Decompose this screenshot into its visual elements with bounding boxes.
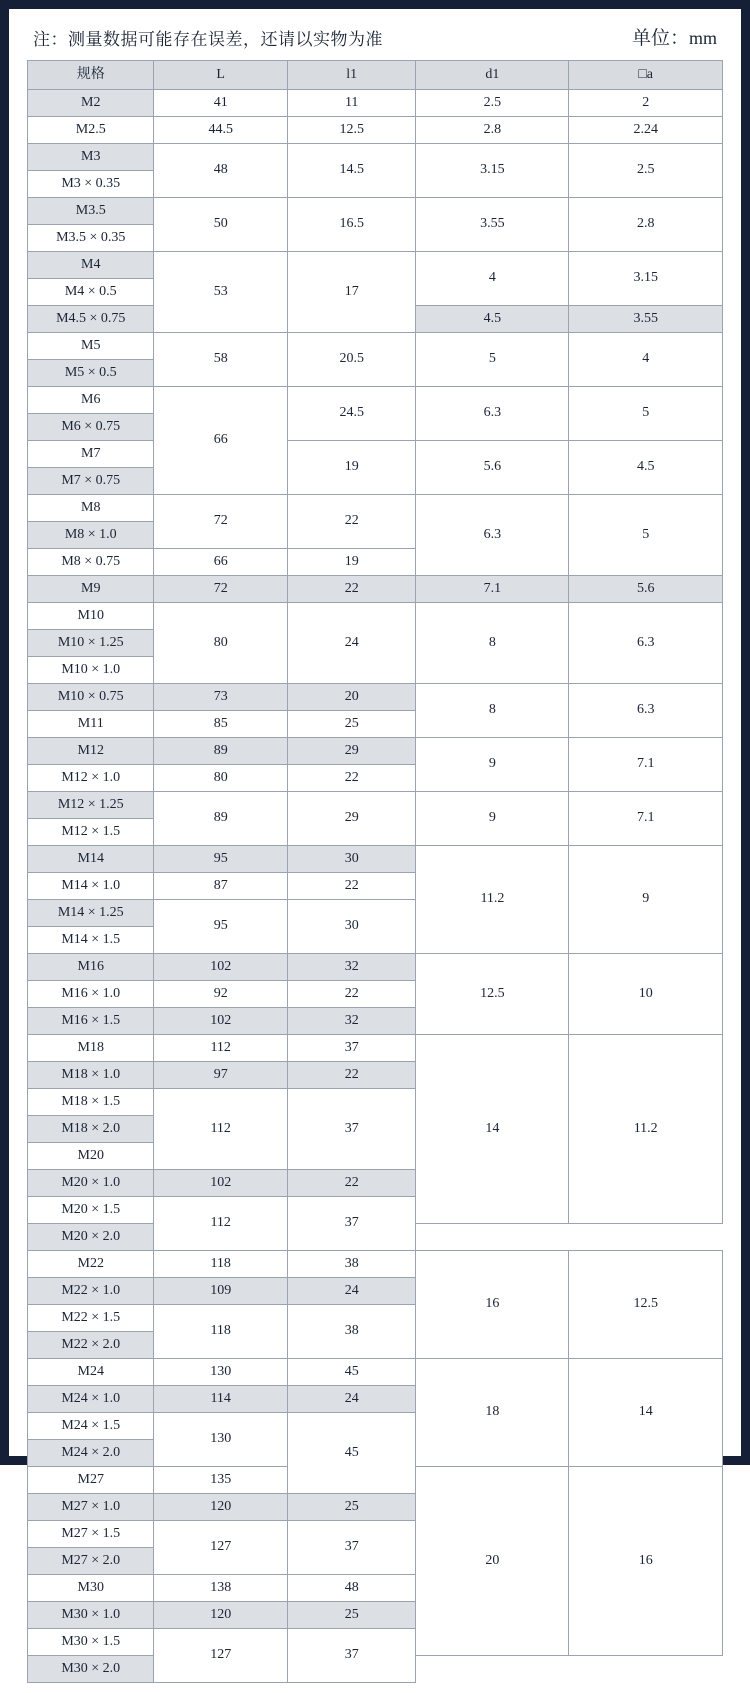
cell-l1: 37 (287, 1035, 416, 1062)
cell-L: 80 (154, 603, 287, 684)
cell-spec: M30 (28, 1575, 154, 1602)
cell-spec: M30 × 1.0 (28, 1602, 154, 1629)
cell-spec: M2 (28, 90, 154, 117)
cell-l1: 22 (287, 1062, 416, 1089)
cell-l1: 24 (287, 1386, 416, 1413)
cell-spec: M27 × 1.0 (28, 1494, 154, 1521)
cell-a: 5 (569, 387, 723, 441)
cell-spec: M10 × 1.0 (28, 657, 154, 684)
cell-d1: 7.1 (416, 576, 569, 603)
cell-l1: 20.5 (287, 333, 416, 387)
cell-spec: M30 × 1.5 (28, 1629, 154, 1656)
cell-spec: M12 (28, 738, 154, 765)
cell-l1: 30 (287, 846, 416, 873)
cell-spec: M18 × 1.0 (28, 1062, 154, 1089)
cell-L: 85 (154, 711, 287, 738)
cell-spec: M5 (28, 333, 154, 360)
cell-l1: 25 (287, 1602, 416, 1629)
cell-L: 89 (154, 792, 287, 846)
cell-l1: 12.5 (287, 117, 416, 144)
cell-a: 7.1 (569, 792, 723, 846)
cell-spec: M12 × 1.5 (28, 819, 154, 846)
cell-l1: 30 (287, 900, 416, 954)
cell-a: 3.55 (569, 306, 723, 333)
cell-spec: M2.5 (28, 117, 154, 144)
cell-spec: M3 × 0.35 (28, 171, 154, 198)
cell-d1: 6.3 (416, 495, 569, 576)
cell-d1: 3.55 (416, 198, 569, 252)
cell-spec: M24 × 2.0 (28, 1440, 154, 1467)
cell-spec: M4.5 × 0.75 (28, 306, 154, 333)
cell-l1: 45 (287, 1359, 416, 1386)
cell-a: 14 (569, 1359, 723, 1467)
cell-spec: M22 × 1.0 (28, 1278, 154, 1305)
cell-l1: 20 (287, 684, 416, 711)
table-row (28, 603, 723, 630)
cell-l1: 37 (287, 1089, 416, 1170)
cell-l1: 11 (287, 90, 416, 117)
cell-l1: 16.5 (287, 198, 416, 252)
cell-spec: M3.5 (28, 198, 154, 225)
specification-table (27, 60, 723, 1683)
cell-l1: 22 (287, 981, 416, 1008)
cell-l1: 19 (287, 441, 416, 495)
cell-L: 72 (154, 495, 287, 549)
cell-L: 127 (154, 1521, 287, 1575)
cell-l1: 22 (287, 765, 416, 792)
cell-L: 120 (154, 1602, 287, 1629)
table-row (28, 441, 723, 468)
cell-L: 102 (154, 954, 287, 981)
cell-L: 92 (154, 981, 287, 1008)
cell-spec: M14 × 1.5 (28, 927, 154, 954)
table-row (28, 1251, 723, 1278)
cell-l1: 24 (287, 603, 416, 684)
cell-spec: M27 (28, 1467, 154, 1494)
cell-spec: M22 × 1.5 (28, 1305, 154, 1332)
measurement-note: 注：测量数据可能存在误差，还请以实物为准 (33, 30, 383, 49)
cell-spec: M6 × 0.75 (28, 414, 154, 441)
cell-spec: M16 (28, 954, 154, 981)
unit-label: 单位： (631, 28, 689, 49)
unit-value: mm (688, 28, 717, 48)
cell-l1: 17 (287, 252, 416, 333)
cell-a: 16 (569, 1467, 723, 1656)
cell-spec: M20 (28, 1143, 154, 1170)
cell-a: 5.6 (569, 576, 723, 603)
cell-spec: M14 × 1.25 (28, 900, 154, 927)
cell-spec: M3.5 × 0.35 (28, 225, 154, 252)
table-row (28, 738, 723, 765)
cell-l1: 37 (287, 1521, 416, 1575)
cell-spec: M4 (28, 252, 154, 279)
cell-spec: M12 × 1.0 (28, 765, 154, 792)
cell-L: 138 (154, 1575, 287, 1602)
cell-l1: 14.5 (287, 144, 416, 198)
cell-spec: M4 × 0.5 (28, 279, 154, 306)
cell-l1: 38 (287, 1251, 416, 1278)
cell-L: 112 (154, 1089, 287, 1170)
header-l1: l1 (287, 61, 416, 90)
cell-a: 9 (569, 846, 723, 954)
table-row (28, 90, 723, 117)
cell-spec: M18 × 2.0 (28, 1116, 154, 1143)
table-row (28, 1359, 723, 1386)
header-L: L (154, 61, 287, 90)
cell-L: 114 (154, 1386, 287, 1413)
table-header-row (28, 61, 723, 90)
cell-d1: 6.3 (416, 387, 569, 441)
cell-a: 2 (569, 90, 723, 117)
cell-l1: 25 (287, 711, 416, 738)
cell-spec: M10 × 0.75 (28, 684, 154, 711)
table-row (28, 252, 723, 279)
cell-a: 4 (569, 333, 723, 387)
cell-L: 95 (154, 900, 287, 954)
cell-l1: 24 (287, 1278, 416, 1305)
cell-a: 12.5 (569, 1251, 723, 1359)
cell-L: 102 (154, 1170, 287, 1197)
cell-l1: 24.5 (287, 387, 416, 441)
cell-spec: M30 × 2.0 (28, 1656, 154, 1683)
cell-L: 118 (154, 1251, 287, 1278)
cell-L: 89 (154, 738, 287, 765)
cell-spec: M10 × 1.25 (28, 630, 154, 657)
cell-L: 66 (154, 387, 287, 495)
cell-d1: 2.8 (416, 117, 569, 144)
page-content (9, 9, 741, 1693)
cell-l1: 22 (287, 873, 416, 900)
cell-d1: 3.15 (416, 144, 569, 198)
cell-d1: 14 (416, 1035, 569, 1224)
cell-d1: 16 (416, 1251, 569, 1359)
cell-spec: M24 × 1.0 (28, 1386, 154, 1413)
cell-a: 7.1 (569, 738, 723, 792)
cell-l1: 22 (287, 576, 416, 603)
cell-d1: 11.2 (416, 846, 569, 954)
cell-L: 66 (154, 549, 287, 576)
cell-l1: 22 (287, 495, 416, 549)
cell-d1: 4 (416, 252, 569, 306)
table-row (28, 846, 723, 873)
cell-L: 130 (154, 1413, 287, 1467)
cell-L: 41 (154, 90, 287, 117)
table-body (28, 90, 723, 1683)
table-row (28, 1035, 723, 1062)
cell-L: 112 (154, 1035, 287, 1062)
cell-l1: 32 (287, 1008, 416, 1035)
cell-spec: M22 (28, 1251, 154, 1278)
cell-l1: 29 (287, 792, 416, 846)
cell-spec: M14 (28, 846, 154, 873)
cell-d1: 20 (416, 1467, 569, 1656)
cell-spec: M7 (28, 441, 154, 468)
cell-L: 53 (154, 252, 287, 333)
cell-a: 3.15 (569, 252, 723, 306)
cell-a: 11.2 (569, 1035, 723, 1224)
cell-spec: M8 × 1.0 (28, 522, 154, 549)
cell-spec: M16 × 1.5 (28, 1008, 154, 1035)
header-a: □a (569, 61, 723, 90)
header-spec: 规格 (28, 61, 154, 90)
table-row (28, 495, 723, 522)
table-row (28, 387, 723, 414)
cell-spec: M27 × 2.0 (28, 1548, 154, 1575)
table-row (28, 198, 723, 225)
cell-a: 2.8 (569, 198, 723, 252)
cell-spec: M8 × 0.75 (28, 549, 154, 576)
cell-L: 118 (154, 1305, 287, 1359)
cell-spec: M5 × 0.5 (28, 360, 154, 387)
table-row (28, 117, 723, 144)
cell-l1: 29 (287, 738, 416, 765)
cell-spec: M8 (28, 495, 154, 522)
cell-d1: 9 (416, 738, 569, 792)
cell-spec: M24 × 1.5 (28, 1413, 154, 1440)
cell-spec: M20 × 1.5 (28, 1197, 154, 1224)
note-row (27, 23, 723, 60)
table-row (28, 333, 723, 360)
cell-a: 6.3 (569, 603, 723, 684)
cell-d1: 8 (416, 684, 569, 738)
cell-l1: 48 (287, 1575, 416, 1602)
cell-spec: M18 (28, 1035, 154, 1062)
cell-spec: M10 (28, 603, 154, 630)
cell-spec: M27 × 1.5 (28, 1521, 154, 1548)
cell-L: 112 (154, 1197, 287, 1251)
cell-a: 2.24 (569, 117, 723, 144)
cell-L: 109 (154, 1278, 287, 1305)
cell-d1: 2.5 (416, 90, 569, 117)
cell-l1: 19 (287, 549, 416, 576)
cell-L: 73 (154, 684, 287, 711)
cell-L: 72 (154, 576, 287, 603)
cell-a: 2.5 (569, 144, 723, 198)
cell-L: 44.5 (154, 117, 287, 144)
table-row (28, 684, 723, 711)
cell-l1: 37 (287, 1629, 416, 1683)
cell-l1: 45 (287, 1413, 416, 1494)
cell-d1: 9 (416, 792, 569, 846)
cell-L: 120 (154, 1494, 287, 1521)
cell-d1: 5 (416, 333, 569, 387)
cell-l1: 22 (287, 1170, 416, 1197)
cell-spec: M20 × 2.0 (28, 1224, 154, 1251)
cell-spec: M3 (28, 144, 154, 171)
cell-a: 4.5 (569, 441, 723, 495)
cell-L: 50 (154, 198, 287, 252)
cell-l1: 37 (287, 1197, 416, 1251)
table-row (28, 576, 723, 603)
cell-d1: 5.6 (416, 441, 569, 495)
cell-spec: M9 (28, 576, 154, 603)
cell-L: 127 (154, 1629, 287, 1683)
cell-a: 10 (569, 954, 723, 1035)
cell-L: 48 (154, 144, 287, 198)
unit-note (632, 23, 717, 50)
cell-l1: 38 (287, 1305, 416, 1359)
cell-spec: M14 × 1.0 (28, 873, 154, 900)
cell-L: 87 (154, 873, 287, 900)
cell-a: 6.3 (569, 684, 723, 738)
cell-L: 130 (154, 1359, 287, 1386)
cell-L: 95 (154, 846, 287, 873)
cell-d1: 8 (416, 603, 569, 684)
cell-a: 5 (569, 495, 723, 576)
cell-L: 58 (154, 333, 287, 387)
cell-spec: M22 × 2.0 (28, 1332, 154, 1359)
cell-d1: 12.5 (416, 954, 569, 1035)
cell-d1: 4.5 (416, 306, 569, 333)
cell-l1: 25 (287, 1494, 416, 1521)
cell-d1: 18 (416, 1359, 569, 1467)
cell-L: 135 (154, 1467, 287, 1494)
cell-spec: M24 (28, 1359, 154, 1386)
table-row (28, 792, 723, 819)
cell-spec: M6 (28, 387, 154, 414)
cell-L: 97 (154, 1062, 287, 1089)
cell-spec: M16 × 1.0 (28, 981, 154, 1008)
table-row (28, 144, 723, 171)
cell-L: 80 (154, 765, 287, 792)
cell-spec: M11 (28, 711, 154, 738)
cell-spec: M12 × 1.25 (28, 792, 154, 819)
cell-spec: M18 × 1.5 (28, 1089, 154, 1116)
cell-spec: M7 × 0.75 (28, 468, 154, 495)
cell-l1: 32 (287, 954, 416, 981)
header-d1: d1 (416, 61, 569, 90)
table-row (28, 954, 723, 981)
cell-L: 102 (154, 1008, 287, 1035)
cell-spec: M20 × 1.0 (28, 1170, 154, 1197)
